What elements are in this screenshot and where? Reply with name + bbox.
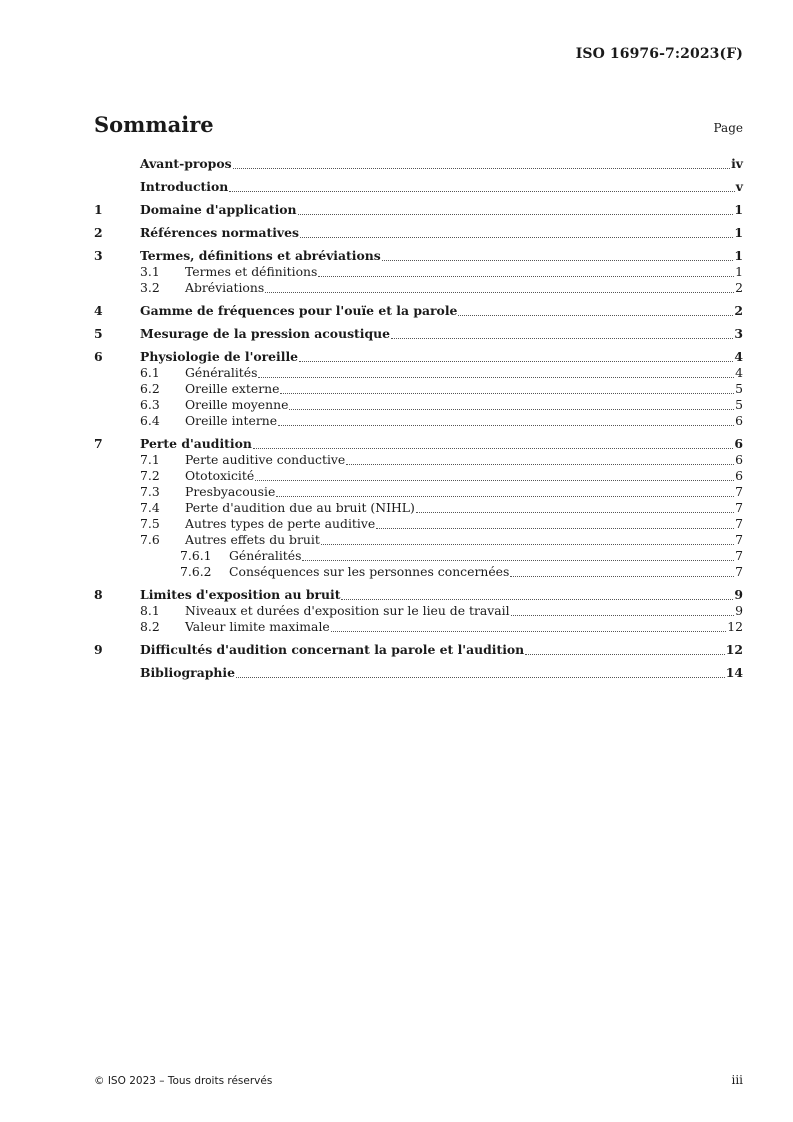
toc-entry-title: Niveaux et durées d'exposition sur le lieu de travail [185, 603, 510, 618]
toc-entry-title: Autres types de perte auditive [185, 516, 376, 531]
toc-entry-page: 6 [735, 413, 743, 428]
toc-entry[interactable] [94, 349, 743, 365]
toc-entry-page: 7 [735, 532, 743, 547]
toc-dot-leader [376, 527, 734, 529]
toc-entry-number: 5 [94, 326, 103, 341]
toc-dot-leader [511, 614, 735, 616]
toc-dot-leader [391, 337, 733, 339]
toc-dot-leader [341, 598, 733, 600]
toc-entry-number: 6.2 [140, 381, 160, 396]
toc-dot-leader [289, 408, 734, 410]
toc-entry-number: 8.1 [140, 603, 160, 618]
page-title: Sommaire [94, 112, 214, 137]
toc-entry-page: 7 [735, 484, 743, 499]
toc-entry-page: v [735, 179, 743, 194]
toc-entry[interactable] [94, 264, 743, 280]
toc-entry-number: 7.4 [140, 500, 160, 515]
toc-entry[interactable] [94, 484, 743, 500]
toc-entry-page: 6 [735, 468, 743, 483]
toc-entry-number: 6.1 [140, 365, 160, 380]
toc-entry[interactable] [94, 397, 743, 413]
page-column-label: Page [713, 121, 743, 135]
toc-entry-number: 7.2 [140, 468, 160, 483]
toc-dot-leader [280, 392, 734, 394]
toc-entry-number: 7.5 [140, 516, 160, 531]
toc-entry[interactable] [94, 468, 743, 484]
toc-entry-page: 7 [735, 516, 743, 531]
toc-entry-number: 3.1 [140, 264, 160, 279]
toc-entry-page: 2 [735, 280, 743, 295]
toc-entry-title: Généralités [229, 548, 302, 563]
toc-entry-title: Valeur limite maximale [185, 619, 330, 634]
toc-entry-page: 6 [735, 452, 743, 467]
toc-entry-title: Termes et définitions [185, 264, 318, 279]
toc-entry-page: 4 [735, 365, 743, 380]
toc-entry[interactable] [94, 619, 743, 635]
toc-entry-title: Perte auditive conductive [185, 452, 346, 467]
toc-dot-leader [321, 543, 734, 545]
toc-entry-title: Conséquences sur les personnes concernées [229, 564, 510, 579]
toc-dot-leader [416, 511, 734, 513]
toc-entry-page: 9 [734, 587, 743, 602]
toc-entry[interactable] [94, 516, 743, 532]
toc-dot-leader [302, 559, 734, 561]
toc-entry[interactable] [94, 202, 743, 218]
toc-entry-title: Introduction [140, 179, 229, 194]
toc-entry[interactable] [94, 413, 743, 429]
footer-copyright: © ISO 2023 – Tous droits réservés [94, 1075, 273, 1087]
toc-entry[interactable] [94, 156, 743, 172]
toc-entry-page: 14 [725, 665, 743, 680]
toc-entry-number: 7.6.1 [180, 548, 212, 563]
toc-entry-page: 1 [734, 248, 743, 263]
toc-entry[interactable] [94, 365, 743, 381]
toc-entry-page: 2 [734, 303, 743, 318]
toc-dot-leader [510, 575, 734, 577]
toc-entry-title: Oreille interne [185, 413, 278, 428]
toc-entry[interactable] [94, 179, 743, 195]
toc-entry-title: Avant-propos [140, 156, 232, 171]
toc-entry-title: Références normatives [140, 225, 299, 240]
toc-dot-leader [233, 167, 731, 169]
toc-entry-number: 7.6.2 [180, 564, 212, 579]
toc-entry[interactable] [94, 642, 743, 658]
toc-entry-title: Autres effets du bruit [185, 532, 320, 547]
toc-entry-page: 7 [735, 548, 743, 563]
toc-entry-title: Ototoxicité [185, 468, 255, 483]
toc-entry-title: Oreille moyenne [185, 397, 289, 412]
table-of-contents [94, 156, 743, 681]
toc-entry-title: Perte d'audition [140, 436, 252, 451]
toc-dot-leader [255, 479, 734, 481]
toc-entry-number: 6.3 [140, 397, 160, 412]
toc-dot-leader [253, 447, 733, 449]
toc-entry-number: 9 [94, 642, 103, 657]
toc-dot-leader [382, 259, 734, 261]
toc-dot-leader [236, 676, 725, 678]
toc-dot-leader [525, 653, 725, 655]
toc-entry[interactable] [94, 326, 743, 342]
toc-entry-number: 7.1 [140, 452, 160, 467]
toc-dot-leader [278, 424, 734, 426]
toc-entry[interactable] [94, 548, 743, 564]
toc-entry-page: 1 [734, 202, 743, 217]
toc-dot-leader [258, 376, 734, 378]
toc-entry[interactable] [94, 303, 743, 319]
toc-dot-leader [458, 314, 733, 316]
toc-entry-title: Termes, définitions et abréviations [140, 248, 381, 263]
toc-entry-page: iv [731, 156, 743, 171]
toc-entry-page: 1 [734, 225, 743, 240]
toc-entry[interactable] [94, 532, 743, 548]
toc-dot-leader [229, 190, 735, 192]
toc-entry[interactable] [94, 248, 743, 264]
toc-entry[interactable] [94, 665, 743, 681]
toc-entry-title: Presbyacousie [185, 484, 276, 499]
toc-dot-leader [299, 360, 733, 362]
toc-entry-number: 7 [94, 436, 103, 451]
toc-dot-leader [298, 213, 734, 215]
toc-entry-page: 5 [735, 397, 743, 412]
toc-dot-leader [346, 463, 734, 465]
toc-entry-title: Bibliographie [140, 665, 236, 680]
toc-entry-title: Domaine d'application [140, 202, 297, 217]
toc-entry-number: 3 [94, 248, 103, 263]
toc-entry-number: 8.2 [140, 619, 160, 634]
toc-entry-title: Généralités [185, 365, 258, 380]
toc-entry-number: 2 [94, 225, 103, 240]
toc-entry-page: 7 [735, 564, 743, 579]
toc-entry-page: 12 [725, 642, 743, 657]
toc-entry-page: 12 [727, 619, 743, 634]
toc-entry-number: 3.2 [140, 280, 160, 295]
toc-entry-title: Mesurage de la pression acoustique [140, 326, 391, 341]
toc-entry-title: Physiologie de l'oreille [140, 349, 299, 364]
toc-entry-title: Gamme de fréquences pour l'ouïe et la parole [140, 303, 458, 318]
toc-dot-leader [276, 495, 734, 497]
toc-entry-page: 3 [734, 326, 743, 341]
toc-entry[interactable] [94, 500, 743, 516]
toc-entry[interactable] [94, 225, 743, 241]
toc-entry-title: Difficultés d'audition concernant la parole et l'audition [140, 642, 525, 657]
toc-dot-leader [318, 275, 734, 277]
toc-entry-page: 9 [735, 603, 743, 618]
toc-entry[interactable] [94, 436, 743, 452]
toc-entry-title: Perte d'audition due au bruit (NIHL) [185, 500, 415, 515]
toc-entry[interactable] [94, 603, 743, 619]
toc-entry-page: 7 [735, 500, 743, 515]
toc-entry[interactable] [94, 587, 743, 603]
toc-dot-leader [300, 236, 733, 238]
title-row [94, 112, 743, 137]
footer-page-number: iii [731, 1073, 743, 1087]
toc-dot-leader [265, 291, 734, 293]
toc-entry-title: Oreille externe [185, 381, 280, 396]
toc-entry[interactable] [94, 452, 743, 468]
toc-entry-number: 6 [94, 349, 103, 364]
toc-entry-number: 7.6 [140, 532, 160, 547]
toc-entry[interactable] [94, 280, 743, 296]
toc-entry-page: 5 [735, 381, 743, 396]
toc-entry[interactable] [94, 564, 743, 580]
toc-dot-leader [331, 630, 726, 632]
toc-entry-title: Limites d'exposition au bruit [140, 587, 341, 602]
toc-entry-number: 8 [94, 587, 103, 602]
toc-entry-number: 1 [94, 202, 103, 217]
toc-entry-page: 4 [734, 349, 743, 364]
toc-entry[interactable] [94, 381, 743, 397]
toc-entry-page: 6 [734, 436, 743, 451]
toc-entry-page: 1 [735, 264, 743, 279]
toc-entry-title: Abréviations [185, 280, 265, 295]
toc-entry-number: 4 [94, 303, 103, 318]
toc-entry-number: 6.4 [140, 413, 160, 428]
document-id: ISO 16976-7:2023(F) [575, 46, 743, 62]
toc-entry-number: 7.3 [140, 484, 160, 499]
